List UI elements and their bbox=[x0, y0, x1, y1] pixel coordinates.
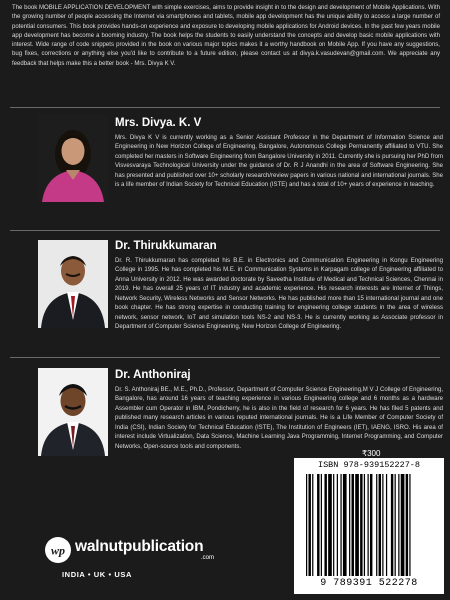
book-description: The book MOBILE APPLICATION DEVELOPMENT with simple exercises, aims to provide insight in to the design and development of Mobile Applications. With the growing number of people accessing the Internet via smartphones and tablets, mobile app development has the unique ability to access a large number of potential consumers. This book provides hands-on experience and exposure to developing mobile applications for Android devices. In the past few years mobile app development has become a booming industry. The book helps the students to easily understand the concepts and develop basic mobile applications with interest. Wide range of code snippets provided in the book on various major topics makes it a worthy handbook on Mobile App. If you have any suggestions, bug fixes, corrections or anything else you'd like to contribute to a future edition, please contact us at divya.k.vasudevan@gmail.com. We appreciate any feedback that helps make this a better book - Mrs. Divya K V. bbox=[12, 5, 440, 67]
section-divider bbox=[10, 107, 440, 108]
barcode-bars bbox=[294, 458, 444, 594]
svg-text:wp: wp bbox=[50, 543, 66, 558]
author-bio-divya: Mrs. Divya K V is currently working as a Senior Assistant Professor in the Department of Information Science and Engineering in New Horizon College of Engineering, Bangalore, Autonomous College Permanently affiliated to VTU. She completed her masters in Software Engineering from Bangalore University in 2011. Currently she is pursuing her PhD from Visvesvaraya Technological University under the guidance of Dr. R J Anandhi in the area of Software Engineering. She has presented and published over 10+ scholarly research/review papers in various national and international journals. She is a life member of Indian Society for Technical Education (ISTE) and has a total of 10+ years of experience in teaching. bbox=[115, 135, 443, 189]
publisher-domain-suffix: .com bbox=[201, 555, 215, 561]
isbn-barcode bbox=[294, 458, 444, 594]
author-photo-divya bbox=[38, 114, 108, 202]
isbn-number: ISBN 978-939152227-8 bbox=[317, 460, 421, 470]
publisher-countries: INDIA • UK • USA bbox=[62, 570, 132, 579]
section-divider bbox=[10, 357, 440, 358]
section-divider bbox=[10, 230, 440, 231]
price-label: ₹300 bbox=[362, 449, 381, 458]
publisher-name: walnutpublication bbox=[75, 538, 204, 555]
author-name-anthoniraj: Dr. Anthoniraj bbox=[115, 369, 191, 381]
author-bio-thirukkumaran: Dr. R. Thirukkumaran has completed his B.E. in Electronics and Communication Engineering in Kongu Engineering College in 1995. He has completed his M.E. in Communication Systems in Karpagam college of Engineering affiliated to Anna University in 2012. He was awarded doctorate by Saveetha Institute of Medical and Technical Sciences, Chennai in 2019. He has overall 25 years of IT industry and academic experience. His research interests are Internet of Things, Network Security, Wireless Networks and Sensor Networks. He has published more than 15 international journal and one book chapter. He has strong expertise in conducting training for engineering college students in the area of wireless network, sensor network, IoT and simulation tools NS-2 and NS-3. He is currently working as Associate professor in Department of Computer Science Engineering, New Horizon College of Engineering. bbox=[115, 258, 443, 331]
author-photo-thirukkumaran bbox=[38, 240, 108, 328]
author-name-divya: Mrs. Divya. K. V bbox=[115, 117, 202, 129]
author-bio-anthoniraj: Dr. S. Anthoniraj BE., M.E., Ph.D., Professor, Department of Computer Science Engineering,M V J College of Engineering, Bangalore, has around 16 years of teaching experience in various Engineering college and 6 months as a hardware Assembler cum Operator in IBM, Pondicherry, he is also in the field of research for 6 years. He has filed 5 patents and published many research articles in various reputed international journals. He is a Life Member of Computer Society of India (CSI), Indian Society for Technical Education (ISTE), The Institution of Engineers (IET), IAENG, ISRO. His area of interest include Virtualization, Data Science, Machine Learning Java Programming, Internet Programming, and Computer Networks, Open-source tools and components. bbox=[115, 387, 443, 450]
barcode-digits: 9 789391 522278 bbox=[320, 578, 418, 589]
author-name-thirukkumaran: Dr. Thirukkumaran bbox=[115, 240, 217, 252]
author-photo-anthoniraj bbox=[38, 368, 108, 456]
publisher-logo-icon bbox=[44, 536, 72, 564]
